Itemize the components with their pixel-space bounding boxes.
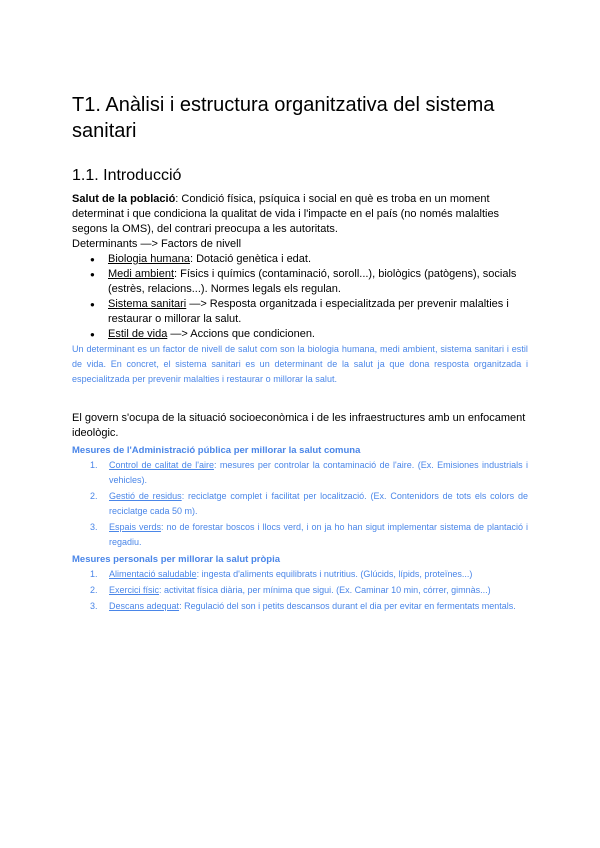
govern-paragraph: El govern s'ocupa de la situació socioeconòmica i de les infraestructures amb un enfocament ideològic. xyxy=(72,412,526,439)
intro-text: : Condició física, psíquica i social en què es troba en un moment determinat i que condiciona la qualitat de vida i l'impacte en el país (no només malalties segons la OMS), del contrari preocupa a les autoritats. xyxy=(72,193,500,235)
item-term: Control de calitat de l'aire xyxy=(109,460,214,470)
intro-term: Salut de la població xyxy=(72,193,176,205)
list-item xyxy=(90,583,528,598)
bullet-term: Sistema sanitari xyxy=(108,298,187,310)
bullet-term: Medi ambient xyxy=(108,268,175,280)
item-number: 3. xyxy=(90,522,98,532)
bullet-term: Biologia humana xyxy=(108,253,190,265)
bullet-text: —> Accions que condicionen. xyxy=(167,328,315,340)
item-number: 3. xyxy=(90,601,98,611)
admin-list xyxy=(72,458,528,550)
bullet-text: : Dotació genètica i edat. xyxy=(189,253,312,265)
item-text: : activitat física diària, per mínima que sigui. (Ex. Caminar 10 min, córrer, gimnàs...) xyxy=(159,585,491,595)
bullet-text: —> Resposta organitzada i especialitzada per prevenir malalties i restaurar o millorar la salut. xyxy=(108,298,509,325)
list-item xyxy=(108,327,528,342)
item-term: Gestió de residus xyxy=(109,491,182,501)
item-number: 1. xyxy=(90,460,98,470)
bullet-text: : Físics i químics (contaminació, soroll...), biològics (patògens), socials (estrès, relacions...). Normes legals els regulan. xyxy=(108,268,517,295)
list-item xyxy=(90,520,528,550)
list-item xyxy=(90,489,528,519)
intro-paragraph xyxy=(72,192,528,237)
list-item xyxy=(108,252,528,267)
item-text: : ingesta d'aliments equilibrats i nutritius. (Glúcids, lípids, proteïnes...) xyxy=(196,569,473,579)
personal-heading: Mesures personals per millorar la salut pròpia xyxy=(72,554,281,565)
personal-list xyxy=(72,567,528,614)
determinants-list xyxy=(72,252,528,342)
determinants-line: Determinants —> Factors de nivell xyxy=(72,238,242,250)
item-number: 2. xyxy=(90,491,98,501)
blue-note: Un determinant es un factor de nivell de salut com son la biologia humana, medi ambient, sistema sanitari i estil de vida. En concret, el sistema sanitari es un determinant de la salut ja que dona resposta organitzada i especialitzada per prevenir malalties i restaurar o millorar la salut. xyxy=(72,344,528,384)
item-term: Espais verds xyxy=(109,522,162,532)
list-item xyxy=(108,297,528,327)
list-item xyxy=(90,458,529,488)
document-title: T1. Anàlisi i estructura organitzativa del sistema sanitari xyxy=(72,94,495,142)
bullet-term: Estil de vida xyxy=(108,328,168,340)
item-text: : no de forestar boscos i llocs verd, i on ja ho han sigut implementar sistema de plantació i regadiu. xyxy=(109,522,528,547)
list-item xyxy=(90,567,528,582)
item-text: : reciclatge complet i facilitat per localització. (Ex. Contenidors de tots els colors de reciclatge cada 50 m). xyxy=(109,491,528,516)
item-text: : Regulació del son i petits descansos durant el dia per evitar en fermentats mentals. xyxy=(179,601,516,611)
item-number: 2. xyxy=(90,585,98,595)
item-number: 1. xyxy=(90,569,98,579)
spacer xyxy=(72,387,528,411)
section-heading: 1.1. Introducció xyxy=(72,167,182,184)
item-term: Exercici físic xyxy=(109,585,160,595)
admin-heading: Mesures de l'Administració pública per millorar la salut comuna xyxy=(72,445,361,456)
item-term: Alimentació saludable xyxy=(109,569,197,579)
list-item xyxy=(90,599,528,614)
list-item xyxy=(108,267,528,297)
item-term: Descans adequat xyxy=(109,601,180,611)
item-text: : mesures per controlar la contaminació de l'aire. (Ex. Emisiones industrials i vehicles). xyxy=(109,460,529,485)
